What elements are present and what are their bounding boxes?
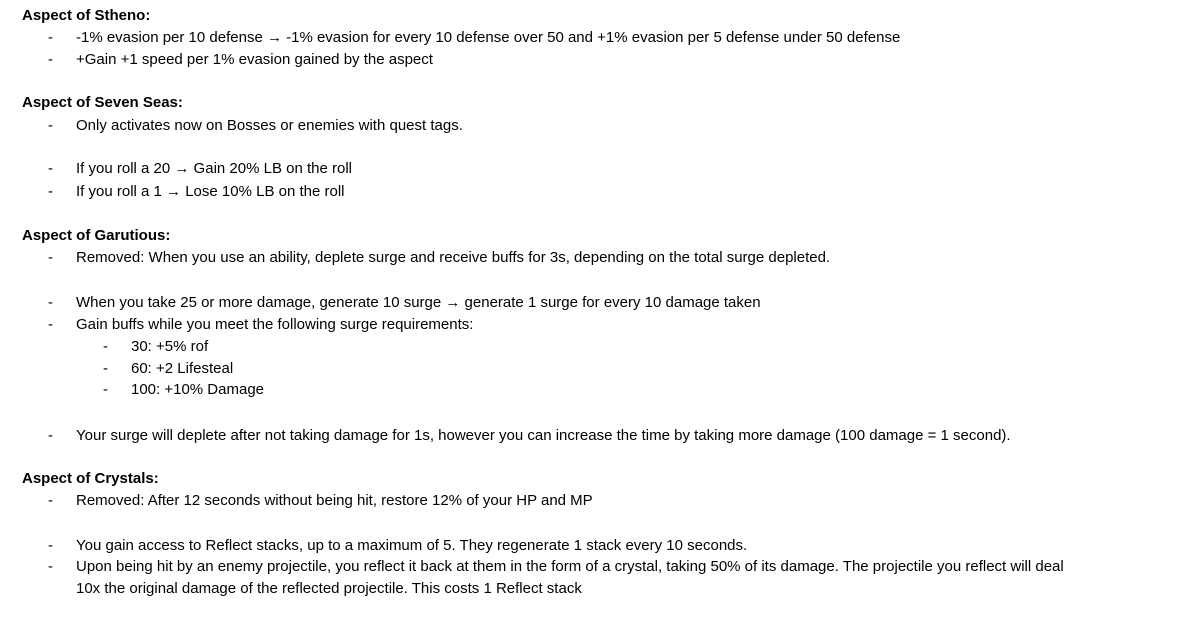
bullet-text-continued: 10x the original damage of the reflected projectile. This costs 1 Reflect stack bbox=[76, 580, 582, 597]
bullet-text: Removed: When you use an ability, deplete surge and receive buffs for 3s, depending on the total surge depleted. bbox=[76, 249, 831, 266]
bullet-text: Removed: After 12 seconds without being hit, restore 12% of your HP and MP bbox=[76, 492, 593, 509]
sub-bullet-dash: - bbox=[103, 381, 108, 398]
sub-bullet-text: 60: +2 Lifesteal bbox=[131, 360, 234, 377]
bullet-dash: - bbox=[48, 183, 53, 200]
sub-bullet-text: 100: +10% Damage bbox=[131, 381, 265, 398]
bullet-dash: - bbox=[48, 160, 53, 177]
bullet-text: If you roll a 1 → Lose 10% LB on the roll bbox=[76, 183, 345, 200]
bullet-dash: - bbox=[48, 427, 53, 444]
sub-bullet-dash: - bbox=[103, 338, 108, 355]
bullet-text: +Gain +1 speed per 1% evasion gained by the aspect bbox=[76, 51, 433, 68]
bullet-dash: - bbox=[48, 558, 53, 575]
bullet-text: You gain access to Reflect stacks, up to a maximum of 5. They regenerate 1 stack every 10 seconds. bbox=[76, 537, 748, 554]
bullet-text: Only activates now on Bosses or enemies with quest tags. bbox=[76, 117, 463, 134]
bullet-text: Upon being hit by an enemy projectile, you reflect it back at them in the form of a crystal, taking 50% of its damage. The projectile you reflect will deal bbox=[76, 558, 1064, 575]
bullet-dash: - bbox=[48, 249, 53, 266]
bullet-dash: - bbox=[48, 51, 53, 68]
section-heading-seven-seas: Aspect of Seven Seas: bbox=[22, 94, 183, 111]
bullet-dash: - bbox=[48, 492, 53, 509]
bullet-text: Your surge will deplete after not taking damage for 1s, however you can increase the time by taking more damage (100 damage = 1 second). bbox=[76, 427, 1011, 444]
sub-bullet-dash: - bbox=[103, 360, 108, 377]
section-heading-garutious: Aspect of Garutious: bbox=[22, 227, 171, 244]
bullet-dash: - bbox=[48, 537, 53, 554]
bullet-text: Gain buffs while you meet the following surge requirements: bbox=[76, 316, 474, 333]
bullet-text: When you take 25 or more damage, generate 10 surge → generate 1 surge for every 10 damage taken bbox=[76, 294, 761, 311]
bullet-text: If you roll a 20 → Gain 20% LB on the roll bbox=[76, 160, 352, 177]
bullet-text: -1% evasion per 10 defense → -1% evasion for every 10 defense over 50 and +1% evasion per 5 defense under 50 defense bbox=[76, 29, 901, 46]
bullet-dash: - bbox=[48, 117, 53, 134]
bullet-dash: - bbox=[48, 294, 53, 311]
section-heading-crystals: Aspect of Crystals: bbox=[22, 470, 159, 487]
sub-bullet-text: 30: +5% rof bbox=[131, 338, 209, 355]
bullet-dash: - bbox=[48, 29, 53, 46]
bullet-dash: - bbox=[48, 316, 53, 333]
section-heading-stheno: Aspect of Stheno: bbox=[22, 7, 151, 24]
